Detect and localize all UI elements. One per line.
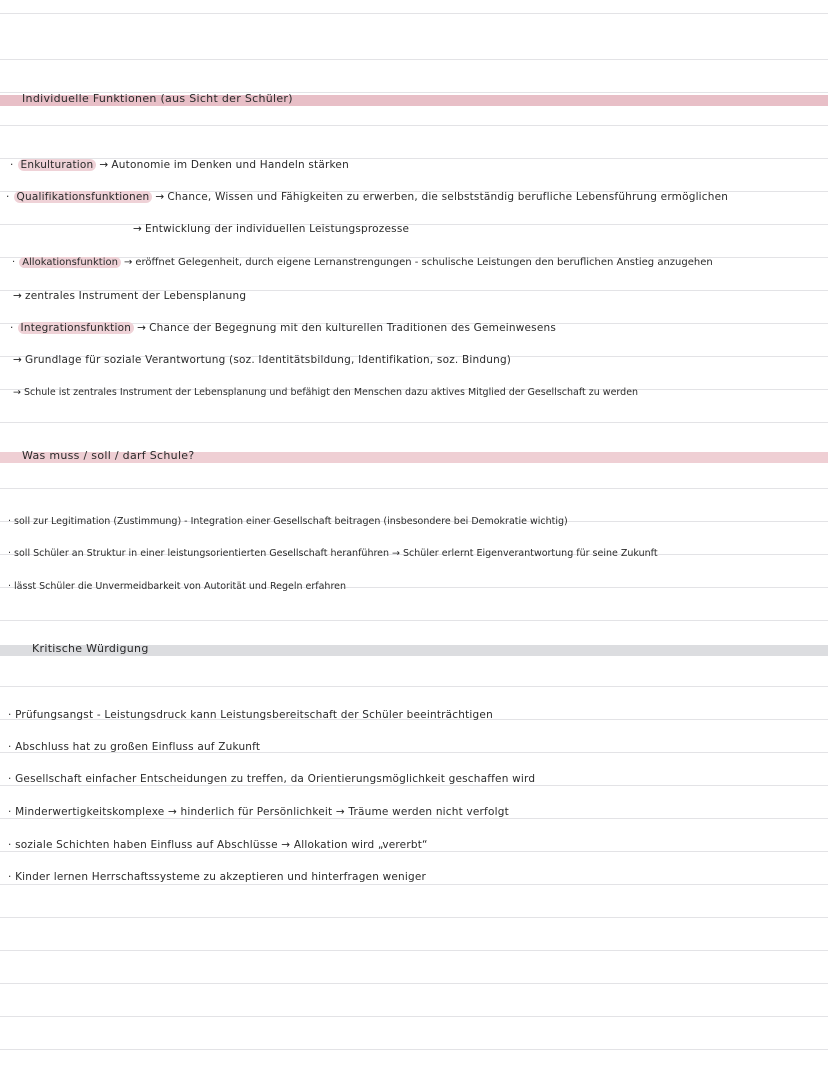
arrow-icon: → [13, 354, 22, 366]
note-text: Grundlage für soziale Verantwortung (soz. Identitätsbildung, Identifikation, soz. Bindung) [25, 354, 512, 366]
note-line: · Abschluss hat zu großen Einfluss auf Zukunft [8, 741, 261, 753]
note-text: zentrales Instrument der Lebensplanung [25, 290, 247, 302]
note-line [10, 289, 246, 303]
note-line: · Prüfungsangst - Leistungsdruck kann Leistungsbereitschaft der Schüler beeinträchtigen [8, 709, 493, 721]
bullet: · [10, 159, 14, 171]
note-line: · soll Schüler an Struktur in einer leistungsorientierten Gesellschaft heranführen → Schüler erlernt Eigenverantwortung für seine Zukunft [8, 548, 658, 559]
note-text: Chance der Begegnung mit den kulturellen Traditionen des Gemeinwesens [149, 322, 557, 334]
note-text: eröffnet Gelegenheit, durch eigene Lernanstrengungen - schulische Leistungen den beruflichen Anstieg anzugehen [135, 257, 713, 268]
note-line [10, 386, 638, 400]
arrow-icon: → [155, 191, 165, 203]
note-line: · Minderwertigkeitskomplexe → hinderlich für Persönlichkeit → Träume werden nicht verfolgt [8, 806, 509, 818]
arrow-icon: → [13, 387, 21, 398]
arrow-icon: → [123, 257, 133, 268]
note-text: Autonomie im Denken und Handeln stärken [111, 159, 349, 171]
arrow-icon: → [133, 223, 142, 235]
note-line: · soziale Schichten haben Einfluss auf Abschlüsse → Allokation wird „vererbt“ [8, 839, 428, 851]
highlighted-term: Enkulturation [18, 159, 97, 171]
note-line [10, 321, 556, 335]
note-line [6, 190, 728, 204]
note-line [10, 158, 349, 172]
section-heading-individual-functions: Individuelle Funktionen (aus Sicht der Schüler) [22, 92, 293, 105]
note-line [12, 256, 713, 270]
note-line: · lässt Schüler die Unvermeidbarkeit von Autorität und Regeln erfahren [8, 581, 347, 592]
highlighted-term: Allokationsfunktion [19, 257, 121, 268]
arrow-icon: → [137, 322, 147, 334]
note-text: Schule ist zentrales Instrument der Lebensplanung und befähigt den Menschen dazu aktives Mitglied der Gesellschaft zu werden [23, 387, 639, 398]
note-line [10, 353, 511, 367]
bullet: · [12, 257, 16, 268]
note-line: · Kinder lernen Herrschaftssysteme zu akzeptieren und hinterfragen weniger [8, 871, 427, 883]
arrow-icon: → [99, 159, 109, 171]
bullet: · [6, 191, 10, 203]
highlighted-term: Qualifikationsfunktionen [14, 191, 153, 203]
note-line: · soll zur Legitimation (Zustimmung) - Integration einer Gesellschaft beitragen (insbesondere bei Demokratie wichtig) [8, 516, 568, 527]
section-heading-critical-appraisal: Kritische Würdigung [32, 642, 149, 655]
note-line [130, 222, 409, 236]
bullet: · [10, 322, 14, 334]
note-text: Entwicklung der individuellen Leistungsprozesse [145, 223, 410, 235]
note-text: Chance, Wissen und Fähigkeiten zu erwerben, die selbstständig berufliche Lebensführung ermöglichen [167, 191, 729, 203]
arrow-icon: → [13, 290, 22, 302]
note-line: · Gesellschaft einfacher Entscheidungen zu treffen, da Orientierungsmöglichkeit geschaffen wird [8, 773, 536, 785]
highlighted-term: Integrationsfunktion [18, 322, 135, 334]
section-heading-school-purpose: Was muss / soll / darf Schule? [22, 449, 195, 462]
